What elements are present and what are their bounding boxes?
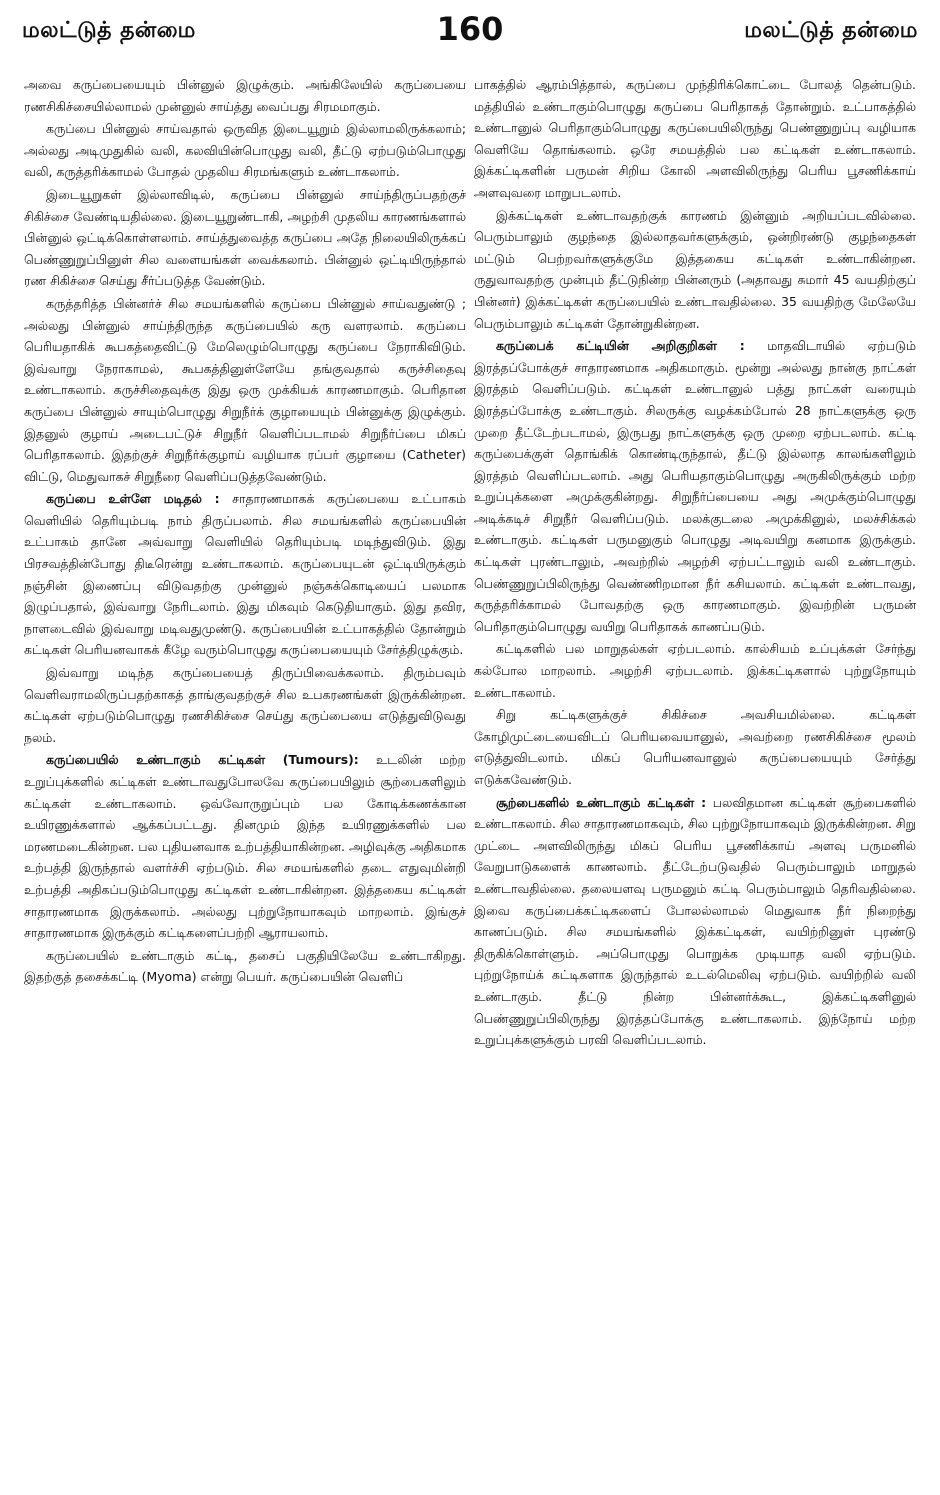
page-header bbox=[22, 10, 918, 56]
paragraph-text: சிறு கட்டிகளுக்குச் சிகிச்சை அவசியமில்லை. கட்டிகள் கோழிமுட்டையைவிடப் பெரியவையானுல், அவற்றை ரணசிகிச்சை மூலம் எடுத்துவிடலாம். மிகப் பெரியனவானுல் கருப்பையையும் சேர்த்து எடுக்கவேண்டும். bbox=[474, 707, 916, 787]
paragraph-text: பலவிதமான கட்டிகள் சூற்பைகளில் உண்டாகலாம். சில சாதாரணமாகவும், சில புற்றுநோயாகவும் இருக்கின்றன. சிறு முட்டை அளவிலிருந்து மிகப் பெரிய பூசணிக்காய் அளவு பருமனில் வேறுபாடுகளைக் காணலாம். தீட்டேற்படுவதில் பெரும்பாலும் மாறுதல் உண்டாவதில்லை. தலையளவு பருமனும் கட்டி பெரும்பாலும் தெரிவதில்லை. இவை கருப்பைக்கட்டிகளைப் போலல்லாமல் மெதுவாக நீர் நிறைந்து காணப்படும். சில சமயங்களில் இக்கட்டிகள், வயிற்றினுள் புரண்டு திருகிக்கொள்ளும். அப்பொழுது பொறுக்க முடியாத வலி ஏற்படும். புற்றுநோய்க் கட்டிகளாக இருந்தால் உடல்மெலிவு ஏற்படும். வயிற்றில் வலி உண்டாகும். தீட்டு நின்ற பின்னர்க்கூட, இக்கட்டிகளினுல் பெண்ணுறுப்பிலிருந்து இரத்தப்போக்கு உண்டாகலாம். இந்நோய் மற்ற உறுப்புக்களுக்கும் பரவி வெளிப்படலாம். bbox=[474, 794, 916, 1048]
paragraph bbox=[474, 792, 916, 1051]
paragraph bbox=[24, 662, 466, 748]
paragraph-text: பாகத்தில் ஆரம்பித்தால், கருப்பை முந்திரிக்கொட்டை போலத் தென்படும். மத்தியில் உண்டாகும்பொழுது கருப்பை பெரிதாகத் தோன்றும். உட்பாகத்தில் உண்டானுல் பெரிதாகும்பொழுது கருப்பையிலிருந்து பெண்ணுறுப்பு வழியாக வெளியே தொங்கலாம். ஒரே சமயத்தில் பல கட்டிகள் உண்டாகலாம். இக்கட்டிகளின் பருமன் சிறிய கோலி அளவிலிருந்து பெரிய பூசணிக்காய் அளவுவரை மாறுபடலாம். bbox=[474, 77, 916, 200]
left-text-column bbox=[24, 74, 466, 989]
paragraph-heading: சூற்பைகளில் உண்டாகும் கட்டிகள் : bbox=[496, 794, 707, 810]
paragraph bbox=[24, 293, 466, 487]
paragraph-text: அவை கருப்பையையும் பின்னுல் இழுக்கும். அங்கிலேயில் கருப்பையை ரணசிகிச்சையில்லாமல் முன்னுல் சாய்த்து வைப்பது சிரமமாகும். bbox=[24, 77, 466, 114]
paragraph bbox=[474, 704, 916, 790]
paragraph bbox=[24, 488, 466, 661]
paragraph bbox=[24, 749, 466, 943]
paragraph-heading: கருப்பைக் கட்டியின் அறிகுறிகள் : bbox=[496, 338, 745, 354]
right-text-column bbox=[474, 74, 916, 1052]
paragraph bbox=[24, 74, 466, 117]
paragraph-text: கருத்தரித்த பின்னர்ச் சில சமயங்களில் கருப்பை பின்னுல் சாய்வதுண்டு ; அல்லது பின்னுல் சாய்ந்திருந்த கருப்பையில் கரு வளரலாம். கருப்பை பெரியதாகிக் கூபகத்தைவிட்டு மேலெழும்பொழுது கருப்பை நேராகிவிடும். இவ்வாறு நேராகாமல், கூபகத்தினுள்ளேயே தங்குவதால் கருச்சிதைவு உண்டாகலாம். கருச்சிதைவுக்கு இது ஒரு முக்கியக் காரணமாகும். பெரிதான கருப்பை பின்னுல் சாயும்பொழுது சிறுநீர்க் குழாயையும் பின்னுக்கு இழுக்கும். இதனுல் குழாய் அடைபட்டுச் சிறுநீர் வெளிப்படாமல் சிறுநீர்ப்பை மிகப் பெரிதாகலாம். இதற்குச் சிறுநீர்க்குழாய் வழியாக ரப்பர் குழாயை (Catheter) விட்டு, மெதுவாகச் சிறுநீரை வெளிப்படுத்தவேண்டும். bbox=[24, 295, 466, 484]
running-title-right: மலட்டுத் தன்மை bbox=[744, 18, 918, 43]
paragraph-text: கருப்பையில் உண்டாகும் கட்டி, தசைப் பகுதியிலேயே உண்டாகிறது. இதற்குத் தசைக்கட்டி (Myoma) என்று பெயர். கருப்பையின் வெளிப் bbox=[24, 947, 466, 985]
paragraph bbox=[474, 205, 916, 335]
running-title-left: மலட்டுத் தன்மை bbox=[22, 18, 196, 43]
paragraph bbox=[474, 335, 916, 637]
paragraph-text: கருப்பை பின்னுல் சாய்வதால் ஒருவித இடையூறும் இல்லாமலிருக்கலாம்; அல்லது அடிமுதுகில் வலி, கலவியின்பொழுது வலி, தீட்டு ஏற்படும்பொழுது வலி, கருத்தரிக்காமல் போதல் முதலிய சிரமங்களும் உண்டாகலாம். bbox=[24, 121, 466, 180]
paragraph-text: கட்டிகளில் பல மாறுதல்கள் ஏற்படலாம். கால்சியம் உப்புக்கள் சேர்ந்து கல்போல மாறலாம். அழற்சி ஏற்படலாம். இக்கட்டிகளால் புற்றுநோயும் உண்டாகலாம். bbox=[474, 641, 916, 700]
paragraph bbox=[24, 184, 466, 292]
paragraph bbox=[474, 74, 916, 204]
paragraph-text: சாதாரணமாகக் கருப்பையை உட்பாகம் வெளியில் தெரியும்படி நாம் திருப்பலாம். சில சமயங்களில் கருப்பையின் உட்பாகம் தானே அவ்வாறு வெளியில் தெரியும்படி மடிந்துவிடும். இது பிரசவத்தின்போது திடீரென்று உண்டாகலாம். கருப்பையுடன் ஒட்டியிருக்கும் நஞ்சின் இணைப்பு விடுவதற்கு முன்னுல் நஞ்சுக்கொடியைப் பலமாக இழுப்பதால், இவ்வாறு நேரிடலாம். இது மிகவும் கெடுதியாகும். இது தவிர, நாளடைவில் இவ்வாறு மடிவதுமுண்டு. கருப்பையின் உட்பாகத்தில் தோன்றும் கட்டிகள் பெரியனவாகக் கீழே வரும்பொழுது கருப்பையையும் சேர்த்திழுக்கும். bbox=[24, 491, 466, 658]
paragraph bbox=[474, 638, 916, 703]
paragraph-text: இக்கட்டிகள் உண்டாவதற்குக் காரணம் இன்னும் அறியப்படவில்லை. பெரும்பாலும் குழந்தை இல்லாதவர்களுக்கும், ஒன்றிரண்டு குழந்தைகள் மட்டும் பெற்றவர்களுக்குமே இத்தகைய கட்டிகள் உண்டாகின்றன. ருதுவாவதற்கு முன்பும் தீட்டுநின்ற பின்னரும் (அதாவது சுமார் 45 வயதிற்குப் பின்னர்) இக்கட்டிகள் கருப்பையில் உண்டாவதில்லை. 35 வயதிற்கு மேலேயே பெரும்பாலும் கட்டிகள் தோன்றுகின்றன. bbox=[474, 207, 916, 331]
paragraph bbox=[24, 118, 466, 183]
paragraph-text: உடலின் மற்ற உறுப்புக்களில் கட்டிகள் உண்டாவதுபோலவே கருப்பையிலும் சூற்பைகளிலும் கட்டிகள் உண்டாகலாம். ஒவ்வோருறுப்பும் பல கோடிக்கணக்கான உயிரணுக்களால் ஆக்கப்பட்டது. தினமும் இந்த உயிரணுக்களில் பல மரணமடைகின்றன. பல புதியனவாக உற்பத்தியாகின்றன. அழிவுக்கு அதிகமாக உற்பத்தி இருந்தால் வளர்ச்சி ஏற்படும். சில சமயங்களில் தடை எதுவுமின்றி உற்பத்தி அதிகப்படும்பொழுது கட்டிகள் உண்டாகின்றன. இத்தகைய கட்டிகள் சாதாரணமாக இருக்கலாம். அல்லது புற்றுநோயாகவும் மாறலாம். இங்குச் சாதாரணமாக இருக்கும் கட்டிகளைப்பற்றி ஆராயலாம். bbox=[24, 752, 466, 941]
paragraph-text: இவ்வாறு மடிந்த கருப்பையைத் திருப்பிவைக்கலாம். திரும்பவும் வெளிவராமலிருப்பதற்காகத் தாங்குவதற்குச் சில உபகரணங்கள் இருக்கின்றன. கட்டிகள் ஏற்படும்பொழுது ரணசிகிச்சை செய்து கருப்பையை எடுத்துவிடுவது நலம். bbox=[24, 665, 466, 745]
paragraph-heading: கருப்பையில் உண்டாகும் கட்டிகள் (Tumours): bbox=[46, 752, 359, 768]
paragraph-heading: கருப்பை உள்ளே மடிதல் : bbox=[46, 491, 220, 507]
paragraph-text: இடையூறுகள் இல்லாவிடில், கருப்பை பின்னுல் சாய்ந்திருப்பதற்குச் சிகிச்சை வேண்டியதில்லை. இடையூறுண்டாகி, அழற்சி முதலிய காரணங்களால் பின்னுல் ஒட்டிக்கொள்ளலாம். சாய்த்துவைத்த கருப்பை அதே நிலையிலிருக்கப் பெண்ணுறுப்பினுள் சில வளையங்கள் வைக்கலாம். பின்னுல் ஒட்டியிருந்தால் ரண சிகிச்சை செய்து சீர்ப்படுத்த வேண்டும். bbox=[24, 186, 466, 289]
page-number: 160 bbox=[436, 10, 504, 48]
paragraph bbox=[24, 945, 466, 988]
paragraph-text: மாதவிடாயில் ஏற்படும் இரத்தப்போக்குச் சாதாரணமாக அதிகமாகும். மூன்று அல்லது நான்கு நாட்கள் இரத்தம் வெளிப்படும். கட்டிகள் உண்டானுல் பத்து நாட்கள் வரையும் இரத்தப்போக்கு உண்டாகும். சிலருக்கு வழக்கம்போல் 28 நாட்களுக்கு ஒரு முறை தீட்டேற்படாமல், இருபது நாட்களுக்கு ஒரு முறை ஏற்படலாம். கட்டி கருப்பைக்குள் தொங்கிக் கொண்டிருந்தால், தீட்டு இல்லாத காலங்களிலும் இரத்தம் வெளிப்படலாம். அது பெரியதாகும்பொழுது அருகிலிருக்கும் மற்ற உறுப்புக்களை அமுக்குகின்றது. சிறுநீர்ப்பையை அது அமுக்கும்பொழுது அடிக்கடிச் சிறுநீர் வெளிப்படும். மலக்குடலை அமுக்கினுல், மலச்சிக்கல் உண்டாகும். கட்டிகள் பருமனுகும் பொழுது அடிவயிறு கனமாக இருக்கும். கட்டிகள் புரண்டாலும், அவற்றில் அழற்சி ஏற்பட்டாலும் வலி உண்டாகும். பெண்ணுறுப்பிலிருந்து வெண்ணிறமான நீர் கசியலாம். கட்டிகள் உண்டாவது, கருத்தரிக்காமல் போவதற்கு ஒரு காரணமாகும். இவற்றின் பருமன் பெரிதாகும்பொழுது வயிறு பெரிதாகக் காணப்படும். bbox=[474, 338, 917, 634]
